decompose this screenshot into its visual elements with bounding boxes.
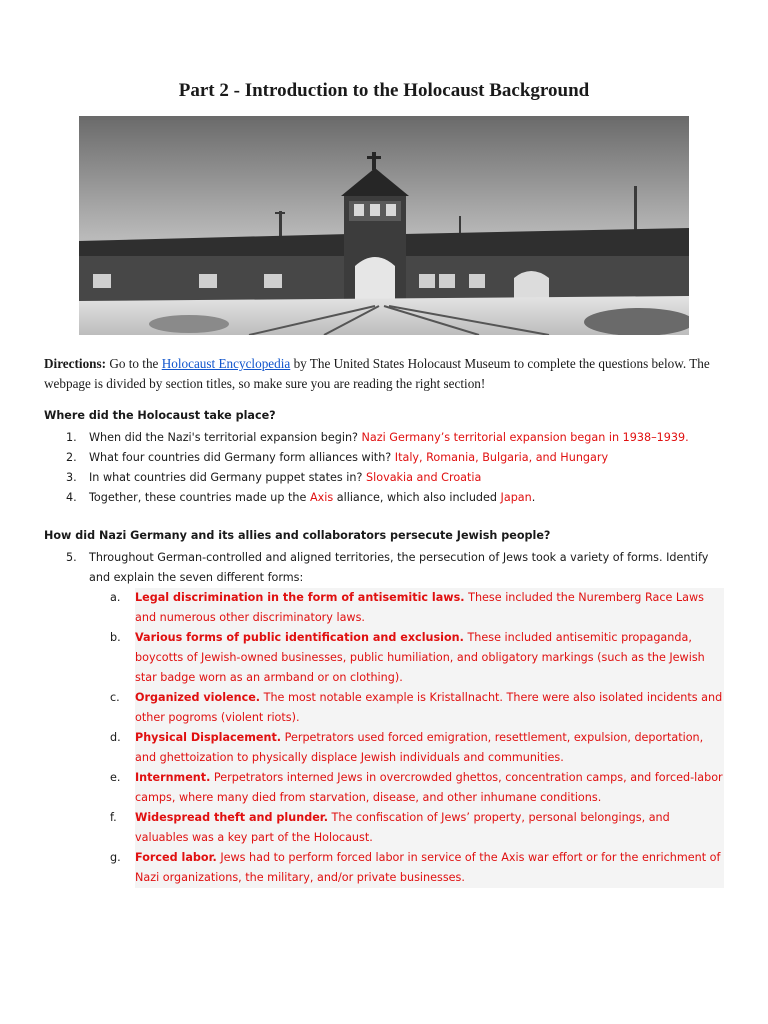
form-description: Perpetrators interned Jews in overcrowded ghettos, concentration camps, and forced-labor camps, where many died from starvation, disease, and other inhumane conditions. <box>135 771 723 804</box>
directions-text-before-link: Go to the <box>106 356 162 371</box>
question-number: 1. <box>66 431 77 444</box>
section-heading-how: How did Nazi Germany and its allies and collaborators persecute Jewish people? <box>44 529 551 542</box>
answer-text: Slovakia and Croatia <box>366 471 482 484</box>
directions-text-after-link: by The United States Holocaust Museum to complete the questions below. The webpage is divided by section titles, so make sure you are reading the right section! <box>44 356 710 391</box>
form-term: Organized violence. <box>135 691 261 704</box>
answer-text <box>135 628 724 688</box>
question-text: What four countries did Germany form alliances with? <box>89 451 395 464</box>
form-description: The confiscation of Jews’ property, personal belongings, and valuables was a key part of the Holocaust. <box>135 811 670 844</box>
question-number: 2. <box>66 451 77 464</box>
answer-text <box>135 768 724 808</box>
list-letter: c. <box>110 691 120 704</box>
list-letter: d. <box>110 731 121 744</box>
directions-paragraph <box>44 354 724 394</box>
form-term: Physical Displacement. <box>135 731 282 744</box>
form-description: These included antisemitic propaganda, boycotts of Jewish-owned businesses, public humiliation, and obligatory markings (such as the Jewish star badge worn as an armband or on clothing). <box>135 631 705 684</box>
form-description: The most notable example is Kristallnacht. There were also isolated incidents and other pogroms (violent riots). <box>135 691 723 724</box>
list-letter: g. <box>110 851 121 864</box>
list-item <box>110 848 724 888</box>
answer-text: Italy, Romania, Bulgaria, and Hungary <box>394 451 609 464</box>
answer-text: Japan <box>500 491 532 504</box>
list-item <box>110 688 724 728</box>
answer-text <box>135 588 724 628</box>
holocaust-encyclopedia-link[interactable]: Holocaust Encyclopedia <box>161 356 291 371</box>
list-item <box>110 728 724 768</box>
question-text: When did the Nazi's territorial expansion begin? <box>89 431 362 444</box>
list-letter: e. <box>110 771 121 784</box>
list-item <box>110 768 724 808</box>
gatehouse-photo <box>79 116 689 335</box>
answer-text: Axis <box>309 491 334 504</box>
question-list-where <box>44 428 734 508</box>
persecution-forms-list <box>110 588 724 888</box>
list-letter: f. <box>110 811 117 824</box>
form-term: Various forms of public identification and exclusion. <box>135 631 464 644</box>
form-term: Internment. <box>135 771 211 784</box>
answer-text <box>135 688 724 728</box>
form-description: Perpetrators used forced emigration, resettlement, expulsion, deportation, and ghettoization to physically displace Jewish individuals and communities. <box>135 731 704 764</box>
list-letter: a. <box>110 591 121 604</box>
question-text: Throughout German-controlled and aligned territories, the persecution of Jews took a variety of forms. Identify and explain the seven different forms: <box>89 551 709 584</box>
directions-label: Directions: <box>44 356 107 371</box>
gatehouse-photo-drawing <box>79 116 689 335</box>
question-text: . <box>531 491 536 504</box>
question-text: Together, these countries made up the <box>89 491 310 504</box>
question-number: 4. <box>66 491 77 504</box>
list-item <box>110 808 724 848</box>
answer-text <box>135 808 724 848</box>
question-text: In what countries did Germany puppet states in? <box>89 471 367 484</box>
question-item <box>44 488 734 508</box>
list-item <box>110 628 724 688</box>
answer-text: Nazi Germany’s territorial expansion began in 1938–1939. <box>361 431 689 444</box>
question-item <box>44 548 734 588</box>
form-term: Legal discrimination in the form of antisemitic laws. <box>135 591 465 604</box>
form-term: Forced labor. <box>135 851 217 864</box>
answer-text <box>135 848 724 888</box>
question-item <box>44 428 734 448</box>
list-item <box>110 588 724 628</box>
form-description: These included the Nuremberg Race Laws and numerous other discriminatory laws. <box>135 591 704 624</box>
question-item <box>44 448 734 468</box>
form-term: Widespread theft and plunder. <box>135 811 328 824</box>
page-title: Part 2 - Introduction to the Holocaust Background <box>178 80 590 101</box>
question-text: alliance, which also included <box>333 491 501 504</box>
question-number: 3. <box>66 471 77 484</box>
form-description: Jews had to perform forced labor in service of the Axis war effort or for the enrichment of Nazi organizations, the military, and/or private businesses. <box>135 851 721 884</box>
list-letter: b. <box>110 631 121 644</box>
section-heading-where: Where did the Holocaust take place? <box>44 409 276 422</box>
question-item <box>44 468 734 488</box>
question-number: 5. <box>66 551 77 564</box>
answer-text <box>135 728 724 768</box>
